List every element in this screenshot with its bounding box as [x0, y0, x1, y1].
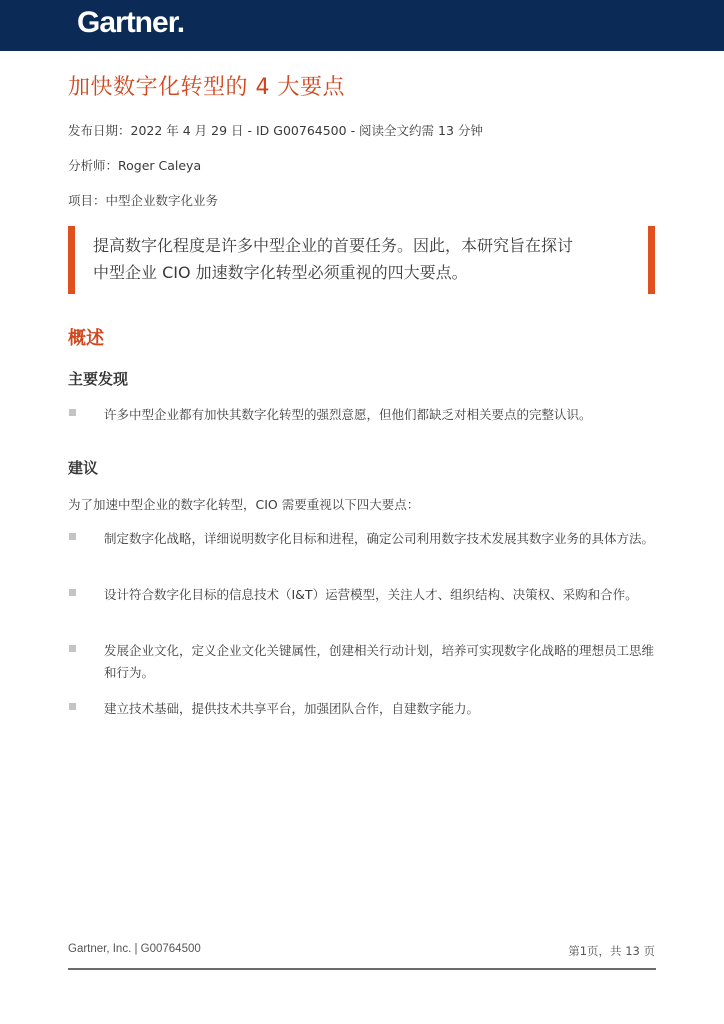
- recommendation-item: [68, 528, 658, 550]
- project-meta: 项目：中型企业数字化业务: [68, 193, 219, 208]
- recommendation-item: [68, 640, 658, 684]
- callout-right-bar: [648, 226, 655, 294]
- summary-text: [93, 232, 638, 286]
- analyst-meta: 分析师：Roger Caleya: [68, 158, 202, 173]
- overview-heading: 概述: [68, 328, 104, 349]
- gartner-logo: Gartner.: [77, 6, 185, 39]
- finding-item: [68, 404, 658, 426]
- bullet-square-icon: [69, 589, 76, 596]
- callout-left-bar: [68, 226, 75, 294]
- footer-page-number: 第1页，共 13 页: [568, 944, 655, 958]
- recommendation-item: [68, 698, 658, 720]
- recommendation-item: [68, 584, 658, 606]
- bullet-square-icon: [69, 409, 76, 416]
- document-title: 加快数字化转型的 4 大要点: [68, 75, 345, 100]
- recommendations-heading: 建议: [68, 459, 99, 477]
- recommendation-text: 发展企业文化，定义企业文化关键属性，创建相关行动计划，培养可实现数字化战略的理想员工思维和行为。: [104, 643, 655, 680]
- footer-doc-id: Gartner, Inc. | G00764500: [68, 943, 201, 955]
- publish-meta: 发布日期：2022 年 4 月 29 日 - ID G00764500 - 阅读全文约需 13 分钟: [68, 123, 483, 138]
- bullet-square-icon: [69, 533, 76, 540]
- summary-callout: [68, 226, 655, 294]
- key-findings-heading: 主要发现: [68, 370, 129, 388]
- bullet-square-icon: [69, 703, 76, 710]
- header-bar: [0, 0, 724, 51]
- recommendation-text: 建立技术基础，提供技术共享平台，加强团队合作，自建数字能力。: [104, 701, 480, 716]
- recommendation-text: 制定数字化战略，详细说明数字化目标和进程，确定公司利用数字技术发展其数字业务的具体方法。: [104, 531, 655, 546]
- recommendations-intro: 为了加速中型企业的数字化转型，CIO 需要重视以下四大要点：: [68, 497, 420, 512]
- footer-divider: [68, 968, 656, 970]
- bullet-square-icon: [69, 645, 76, 652]
- finding-text: 许多中型企业都有加快其数字化转型的强烈意愿，但他们都缺乏对相关要点的完整认识。: [104, 407, 592, 422]
- summary-line-1: 提高数字化程度是许多中型企业的首要任务。因此，本研究旨在探讨: [93, 236, 574, 255]
- summary-line-2: 中型企业 CIO 加速数字化转型必须重视的四大要点。: [93, 263, 468, 282]
- recommendation-text: 设计符合数字化目标的信息技术（I&T）运营模型，关注人才、组织结构、决策权、采购和合作。: [104, 587, 638, 602]
